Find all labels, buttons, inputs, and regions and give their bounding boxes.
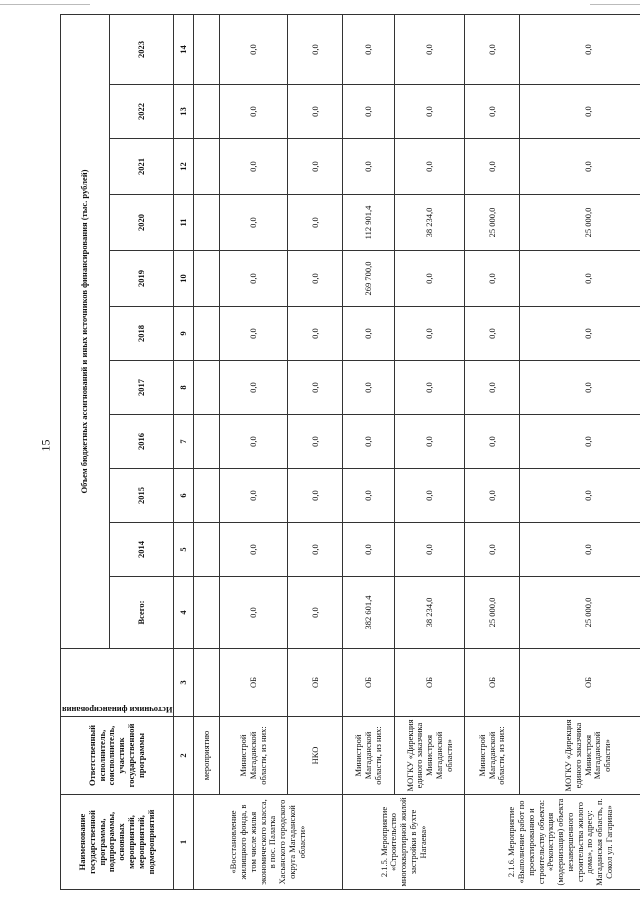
cell-value: 0,0 bbox=[343, 469, 395, 523]
table-row bbox=[520, 14, 640, 889]
header-year: 2015 bbox=[110, 469, 174, 523]
cell-source: ОБ bbox=[220, 649, 288, 717]
header-year: 2016 bbox=[110, 415, 174, 469]
cell-executor: Министрой Магаданской области, из них: bbox=[343, 717, 395, 795]
cell-executor: Министрой Магаданской области, из них: bbox=[465, 717, 520, 795]
col-number: 5 bbox=[174, 523, 194, 577]
header-year: 2020 bbox=[110, 195, 174, 251]
cell-value bbox=[194, 523, 220, 577]
cell-value: 0,0 bbox=[288, 523, 343, 577]
cell-value: 25 000,0 bbox=[465, 195, 520, 251]
col-number: 10 bbox=[174, 251, 194, 307]
header-total: Всего: bbox=[110, 577, 174, 649]
header-source bbox=[61, 649, 174, 717]
cell-executor: мероприятию bbox=[194, 717, 220, 795]
cell-value: 38 234,0 bbox=[395, 577, 465, 649]
cell-value: 0,0 bbox=[395, 523, 465, 577]
cell-value: 0,0 bbox=[395, 139, 465, 195]
col-number: 9 bbox=[174, 307, 194, 361]
col-number: 11 bbox=[174, 195, 194, 251]
cell-value: 0,0 bbox=[395, 361, 465, 415]
cell-value bbox=[194, 469, 220, 523]
cell-value: 25 000,0 bbox=[465, 577, 520, 649]
cell-value: 0,0 bbox=[343, 139, 395, 195]
table-row bbox=[194, 14, 220, 889]
cell-value: 38 234,0 bbox=[395, 195, 465, 251]
cell-source bbox=[194, 649, 220, 717]
cell-value: 0,0 bbox=[288, 361, 343, 415]
cell-source: ОБ bbox=[395, 649, 465, 717]
col-number: 13 bbox=[174, 85, 194, 139]
header-year: 2023 bbox=[110, 14, 174, 84]
cell-value: 0,0 bbox=[343, 85, 395, 139]
cell-executor: НКО bbox=[288, 717, 343, 795]
cell-value: 0,0 bbox=[395, 251, 465, 307]
cell-value: 0,0 bbox=[220, 361, 288, 415]
cell-value: 0,0 bbox=[220, 14, 288, 84]
cell-value: 0,0 bbox=[288, 14, 343, 84]
cell-value: 0,0 bbox=[520, 361, 640, 415]
header-year: 2018 bbox=[110, 307, 174, 361]
col-number: 6 bbox=[174, 469, 194, 523]
cell-executor: МОГКУ «Дирекция единого заказчика Министроя Магаданской области» bbox=[520, 717, 640, 795]
col-number: 14 bbox=[174, 14, 194, 84]
cell-value: 0,0 bbox=[465, 469, 520, 523]
cell-value: 0,0 bbox=[288, 577, 343, 649]
cell-value: 0,0 bbox=[520, 523, 640, 577]
table-row bbox=[343, 14, 395, 889]
cell-value: 0,0 bbox=[220, 195, 288, 251]
cell-value: 0,0 bbox=[520, 251, 640, 307]
cell-value bbox=[194, 139, 220, 195]
group-name: 2.1.5. Мероприятие «Строительство многоквартирной жилой застройки в бухте Нагаева» bbox=[343, 795, 465, 890]
table-row bbox=[220, 14, 288, 889]
col-number: 8 bbox=[174, 361, 194, 415]
cell-value: 0,0 bbox=[343, 415, 395, 469]
cell-value: 0,0 bbox=[288, 307, 343, 361]
cell-source: ОБ bbox=[343, 649, 395, 717]
cell-value: 269 700,0 bbox=[343, 251, 395, 307]
cell-value: 0,0 bbox=[395, 415, 465, 469]
cell-value: 0,0 bbox=[220, 85, 288, 139]
cell-value: 0,0 bbox=[465, 139, 520, 195]
cell-value: 0,0 bbox=[220, 523, 288, 577]
cell-value bbox=[194, 195, 220, 251]
col-number: 7 bbox=[174, 415, 194, 469]
table-row bbox=[288, 14, 343, 889]
cell-value: 0,0 bbox=[465, 523, 520, 577]
col-number: 12 bbox=[174, 139, 194, 195]
cell-value: 0,0 bbox=[465, 85, 520, 139]
cell-value: 0,0 bbox=[520, 469, 640, 523]
cell-value: 0,0 bbox=[220, 469, 288, 523]
cell-value: 0,0 bbox=[520, 139, 640, 195]
col-number: 4 bbox=[174, 577, 194, 649]
cell-value: 0,0 bbox=[395, 85, 465, 139]
cell-value bbox=[194, 251, 220, 307]
cell-value: 0,0 bbox=[465, 14, 520, 84]
header-row-top bbox=[61, 14, 110, 889]
cell-value: 0,0 bbox=[343, 523, 395, 577]
cell-value: 0,0 bbox=[288, 469, 343, 523]
cell-value bbox=[194, 361, 220, 415]
cell-value: 0,0 bbox=[465, 307, 520, 361]
cell-executor: Министрой Магаданской области, из них: bbox=[220, 717, 288, 795]
header-executor: Ответственный исполнитель, соисполнитель, участник государственной программы bbox=[61, 717, 174, 795]
top-edge-line-right bbox=[590, 4, 640, 5]
header-year: 2019 bbox=[110, 251, 174, 307]
cell-value: 0,0 bbox=[395, 469, 465, 523]
table-row bbox=[395, 14, 465, 889]
cell-value: 382 601,4 bbox=[343, 577, 395, 649]
cell-value: 0,0 bbox=[288, 195, 343, 251]
col-number: 1 bbox=[174, 795, 194, 890]
header-year: 2021 bbox=[110, 139, 174, 195]
cell-source: ОБ bbox=[520, 649, 640, 717]
financing-table bbox=[60, 14, 640, 890]
cell-value: 25 000,0 bbox=[520, 195, 640, 251]
header-year: 2014 bbox=[110, 523, 174, 577]
table-row bbox=[465, 14, 520, 889]
cell-value: 0,0 bbox=[343, 307, 395, 361]
cell-value: 25 000,0 bbox=[520, 577, 640, 649]
rotated-table-wrapper bbox=[60, 15, 635, 890]
cell-value: 0,0 bbox=[220, 577, 288, 649]
header-year: 2022 bbox=[110, 85, 174, 139]
cell-value: 112 901,4 bbox=[343, 195, 395, 251]
cell-value: 0,0 bbox=[220, 415, 288, 469]
cell-source: ОБ bbox=[465, 649, 520, 717]
header-source-text: Источники финансирования bbox=[62, 705, 173, 715]
cell-value: 0,0 bbox=[520, 85, 640, 139]
cell-value: 0,0 bbox=[465, 415, 520, 469]
cell-value: 0,0 bbox=[288, 139, 343, 195]
cell-value: 0,0 bbox=[465, 251, 520, 307]
cell-value bbox=[194, 85, 220, 139]
cell-value bbox=[194, 307, 220, 361]
cell-value: 0,0 bbox=[465, 361, 520, 415]
cell-value: 0,0 bbox=[288, 85, 343, 139]
cell-value: 0,0 bbox=[343, 361, 395, 415]
cell-value: 0,0 bbox=[220, 307, 288, 361]
cell-value: 0,0 bbox=[220, 139, 288, 195]
header-budget: Объем бюджетных ассигнований и иных источников финансирования (тыс. рублей) bbox=[61, 14, 110, 648]
header-name: Наименование государственной программы, подпрограммы, основных мероприятий, мероприятий, подмероприятий bbox=[61, 795, 174, 890]
col-number: 2 bbox=[174, 717, 194, 795]
cell-value bbox=[194, 577, 220, 649]
column-numbers-row bbox=[174, 14, 194, 889]
page-number: 15 bbox=[38, 439, 53, 452]
cell-source: ОБ bbox=[288, 649, 343, 717]
cell-value: 0,0 bbox=[288, 415, 343, 469]
cell-value: 0,0 bbox=[220, 251, 288, 307]
cell-value bbox=[194, 415, 220, 469]
group-name: «Восстановление жилищного фонда, в том числе жилья экономического класса, в пос. Палатка Хасынского городского округа Магаданской области» bbox=[194, 795, 343, 890]
cell-value: 0,0 bbox=[288, 251, 343, 307]
cell-value: 0,0 bbox=[520, 14, 640, 84]
cell-value: 0,0 bbox=[395, 307, 465, 361]
cell-value: 0,0 bbox=[343, 14, 395, 84]
col-number: 3 bbox=[174, 649, 194, 717]
cell-value bbox=[194, 14, 220, 84]
cell-executor: МОГКУ «Дирекция единого заказчика Министроя Магаданской области» bbox=[395, 717, 465, 795]
cell-value: 0,0 bbox=[395, 14, 465, 84]
cell-value: 0,0 bbox=[520, 307, 640, 361]
top-edge-line-left bbox=[0, 4, 90, 5]
cell-value: 0,0 bbox=[520, 415, 640, 469]
group-name: 2.1.6. Мероприятие «Выполнение работ по проектированию и строительству объекта: «Реконструкция (модернизация) объекта незавершенного строительства жилого дома», по адресу: Магаданская область, п. Сокол ул. Гагарина» bbox=[465, 795, 640, 890]
header-year: 2017 bbox=[110, 361, 174, 415]
